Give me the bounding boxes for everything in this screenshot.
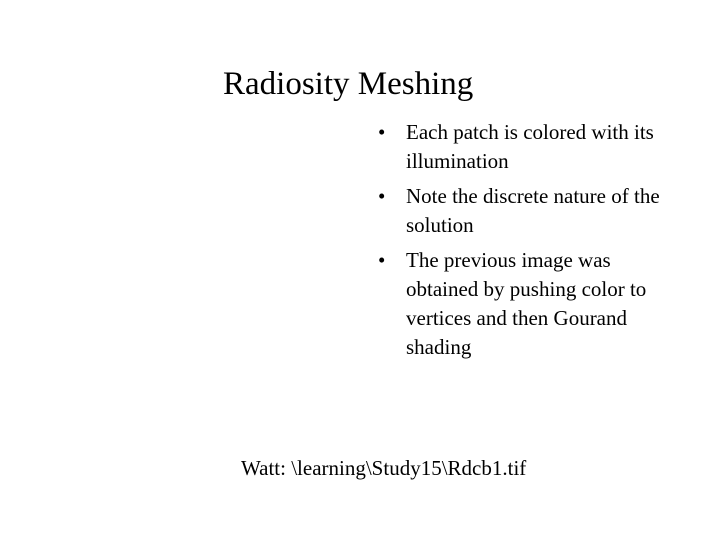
bullet-text: Each patch is colored with its illumination bbox=[406, 120, 654, 173]
bullet-item bbox=[378, 246, 678, 362]
bullet-dot-icon: • bbox=[378, 120, 386, 144]
bullet-item bbox=[378, 182, 678, 240]
slide-title: Radiosity Meshing bbox=[223, 66, 474, 102]
bullet-list bbox=[378, 118, 678, 368]
bullet-dot-icon: • bbox=[378, 184, 386, 208]
bullet-text: The previous image was obtained by pushing color to vertices and then Gourand shading bbox=[406, 248, 647, 359]
image-source-caption: Watt: \learning\Study15\Rdcb1.tif bbox=[241, 456, 527, 480]
bullet-dot-icon: • bbox=[378, 248, 386, 272]
bullet-item bbox=[378, 118, 678, 176]
bullet-text: Note the discrete nature of the solution bbox=[406, 184, 660, 237]
